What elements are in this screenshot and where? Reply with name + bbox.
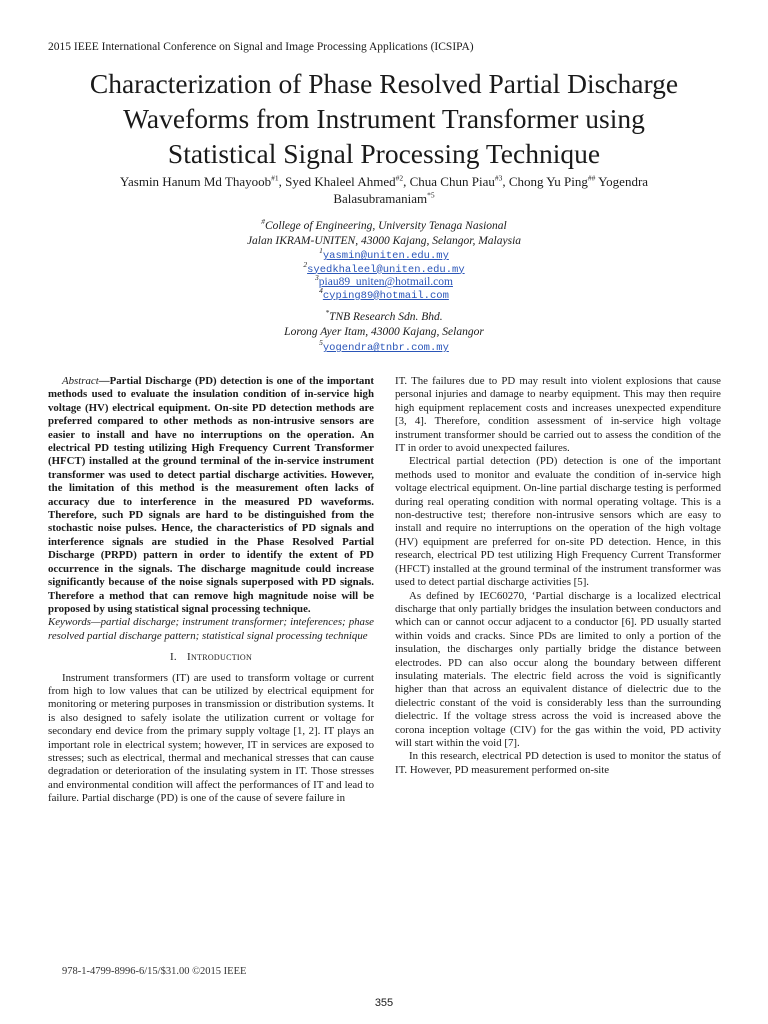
email-2-sup: 2 [303, 259, 308, 269]
page-number: 355 [374, 997, 394, 1009]
author-list [70, 173, 698, 207]
abstract [48, 375, 374, 616]
affiliation-uniten [40, 219, 728, 302]
author-1: Yasmin Hanum Md Thayoob [119, 174, 272, 189]
copyright-footer: 978-1-4799-8996-6/15/$31.00 ©2015 IEEE [62, 966, 247, 977]
affil1-sup: # [261, 217, 266, 227]
section-title: Introduction [186, 651, 253, 664]
email-3-link[interactable]: piau89_uniten@hotmail.com [318, 276, 453, 288]
email-3-sup: 3 [315, 273, 319, 283]
title-line-2: Waveforms from Instrument Transformer using [123, 103, 645, 134]
abstract-text: —Partial Discharge (PD) detection is one of the important methods used to evaluate the insulation condition of in-service high voltage (HV) electrical equipment. On-site PD detection methods are preferred compared to other methods as non-intrusive sensors are easier to install and have no interruptions on the operation. An electrical PD testing utilizing High Frequency Current Transformer (HFCT) installed at the ground terminal of the in-service instrument transformer was used to detect partial discharge activities. However, the limitation of this method is the measurement often lacks of accuracy due to interference in the measured PD waveforms. Therefore, such PD signals are hard to be distinguished from the stochastic noise pulses. Hence, the characteristics of PD signals and interference signals are studied in the Phase Resolved Partial Discharge (PRPD) pattern in order to identify the extent of PD occurrence in the signals. The discharge magnitude could increase significantly because of the noise signals superposed with PD signals. Therefore a method that can remove high magnitude noise will be proposed by using statistical signal processing technique. [48, 375, 374, 615]
title-line-1: Characterization of Phase Resolved Partial Discharge [89, 68, 679, 99]
affil1-line1: College of Engineering, University Tenaga Nasional [265, 220, 507, 232]
right-column [395, 375, 721, 777]
affil2-sup: * [325, 308, 330, 318]
right-paragraph-3: As defined by IEC60270, ‘Partial discharge is a localized electrical discharge that only partially bridges the insulation between conductors and which can or cannot occur adjacent to a conductor [6]. PD usually started within voids and cracks. Since PDs are limited to only a portion of the insulation, the discharges only partially bridge the distance between electrodes. PD can also occur along the boundary between different insulating materials. The electric field across the void is significantly higher than that across an equivalent distance of dielectric due to the dielectric constant of the void is considerably less than the surrounding dielectric. If the voltage stress across the void is increased above the corona inception voltage (CIV) for the gas within the void, PD activity will start within the void [7]. [395, 589, 721, 749]
title-line-3: Statistical Signal Processing Technique [167, 138, 601, 169]
conference-header: 2015 IEEE International Conference on Signal and Image Processing Applications (ICSIPA) [48, 41, 474, 53]
author-1-sup: #1 [271, 173, 279, 183]
keywords: Keywords—partial discharge; instrument transformer; inteferences; phase resolved partial discharge pattern; statistical signal processing technique [48, 616, 374, 642]
email-2-link[interactable]: syedkhaleel@uniten.edu.my [307, 263, 465, 276]
right-paragraph-4: In this research, electrical PD detection is used to monitor the status of IT. However, PD measurement performed on-site [395, 750, 721, 776]
email-1-link[interactable]: yasmin@uniten.edu.my [322, 250, 449, 262]
right-paragraph-2: Electrical partial detection (PD) detection is one of the important methods used to monitor and evaluate the condition of in-service high voltage electrical equipment. On-line partial discharge testing is performed during real operating condition with normal operating voltage. This is a non-destructive test; therefore non-intrusive sensors which are easy to install and require no interruptions on the operation of the high voltage (HV) equipment are preferred for on-site PD detection. Hence, in this research, electrical PD test utilizing High Frequency Current Transformer (HFCT) installed at the ground terminal of the instrument transformer was used to detect partial discharge activities [5]. [395, 455, 721, 589]
section-number: I. [169, 651, 177, 664]
section-heading-introduction [48, 651, 374, 664]
intro-paragraph-1: Instrument transformers (IT) are used to transform voltage or current from high to low values that can be utilized by electrical equipment for monitoring or metering purposes in transmission or distribution systems. It is also designed to safely isolate the utilization current or voltage for secondary end device from the primary supply voltage [1, 2]. IT plays an important role in electrical system; however, IT in services are exposed to stresses; such as electrical, thermal and mechanical stresses that can cause degradation or deterioration of the insulating system in IT. Those stresses and environmental condition will affect the performances of IT and lead to failure. Partial discharge (PD) is one of the cause of severe failure in [48, 671, 374, 805]
affil2-line2: Lorong Ayer Itam, 43000 Kajang, Selangor [284, 326, 484, 338]
author-2-sup: #2 [395, 173, 404, 183]
affil1-line2: Jalan IKRAM-UNITEN, 43000 Kajang, Selangor, Malaysia [246, 235, 522, 247]
right-paragraph-1: IT. The failures due to PD may result into violent explosions that cause personal injuries and damage to nearby equipment. This may then require high equipment replacement costs and increases unexpected expenditure [3, 4]. Therefore, condition assessment of in-service high voltage instrument transformer should be carried out to assess the condition of the IT in order to avoid unexpected failures. [395, 375, 721, 455]
author-3: , Chua Chun Piau [403, 174, 495, 189]
affil2-line1: TNB Research Sdn. Bhd. [329, 311, 443, 323]
email-1-sup: 1 [319, 246, 323, 256]
email-4-sup: 4 [319, 285, 323, 295]
email-5-sup: 5 [319, 338, 323, 348]
left-column [48, 375, 374, 806]
author-3-sup: #3 [494, 173, 503, 183]
paper-title [30, 66, 738, 171]
email-5-link[interactable]: yogendra@tnbr.com.my [322, 342, 449, 354]
author-5-sup: *5 [427, 190, 435, 200]
affiliation-tnb [40, 310, 728, 356]
author-4-sup: ## [587, 173, 596, 183]
author-5: Yogendra Balasubramaniam [333, 174, 649, 206]
author-4: , Chong Yu Ping [502, 174, 588, 189]
abstract-lead: Abstract [62, 375, 99, 387]
email-4-link[interactable]: cyping89@hotmail.com [322, 289, 449, 302]
author-2: , Syed Khaleel Ahmed [278, 174, 396, 189]
